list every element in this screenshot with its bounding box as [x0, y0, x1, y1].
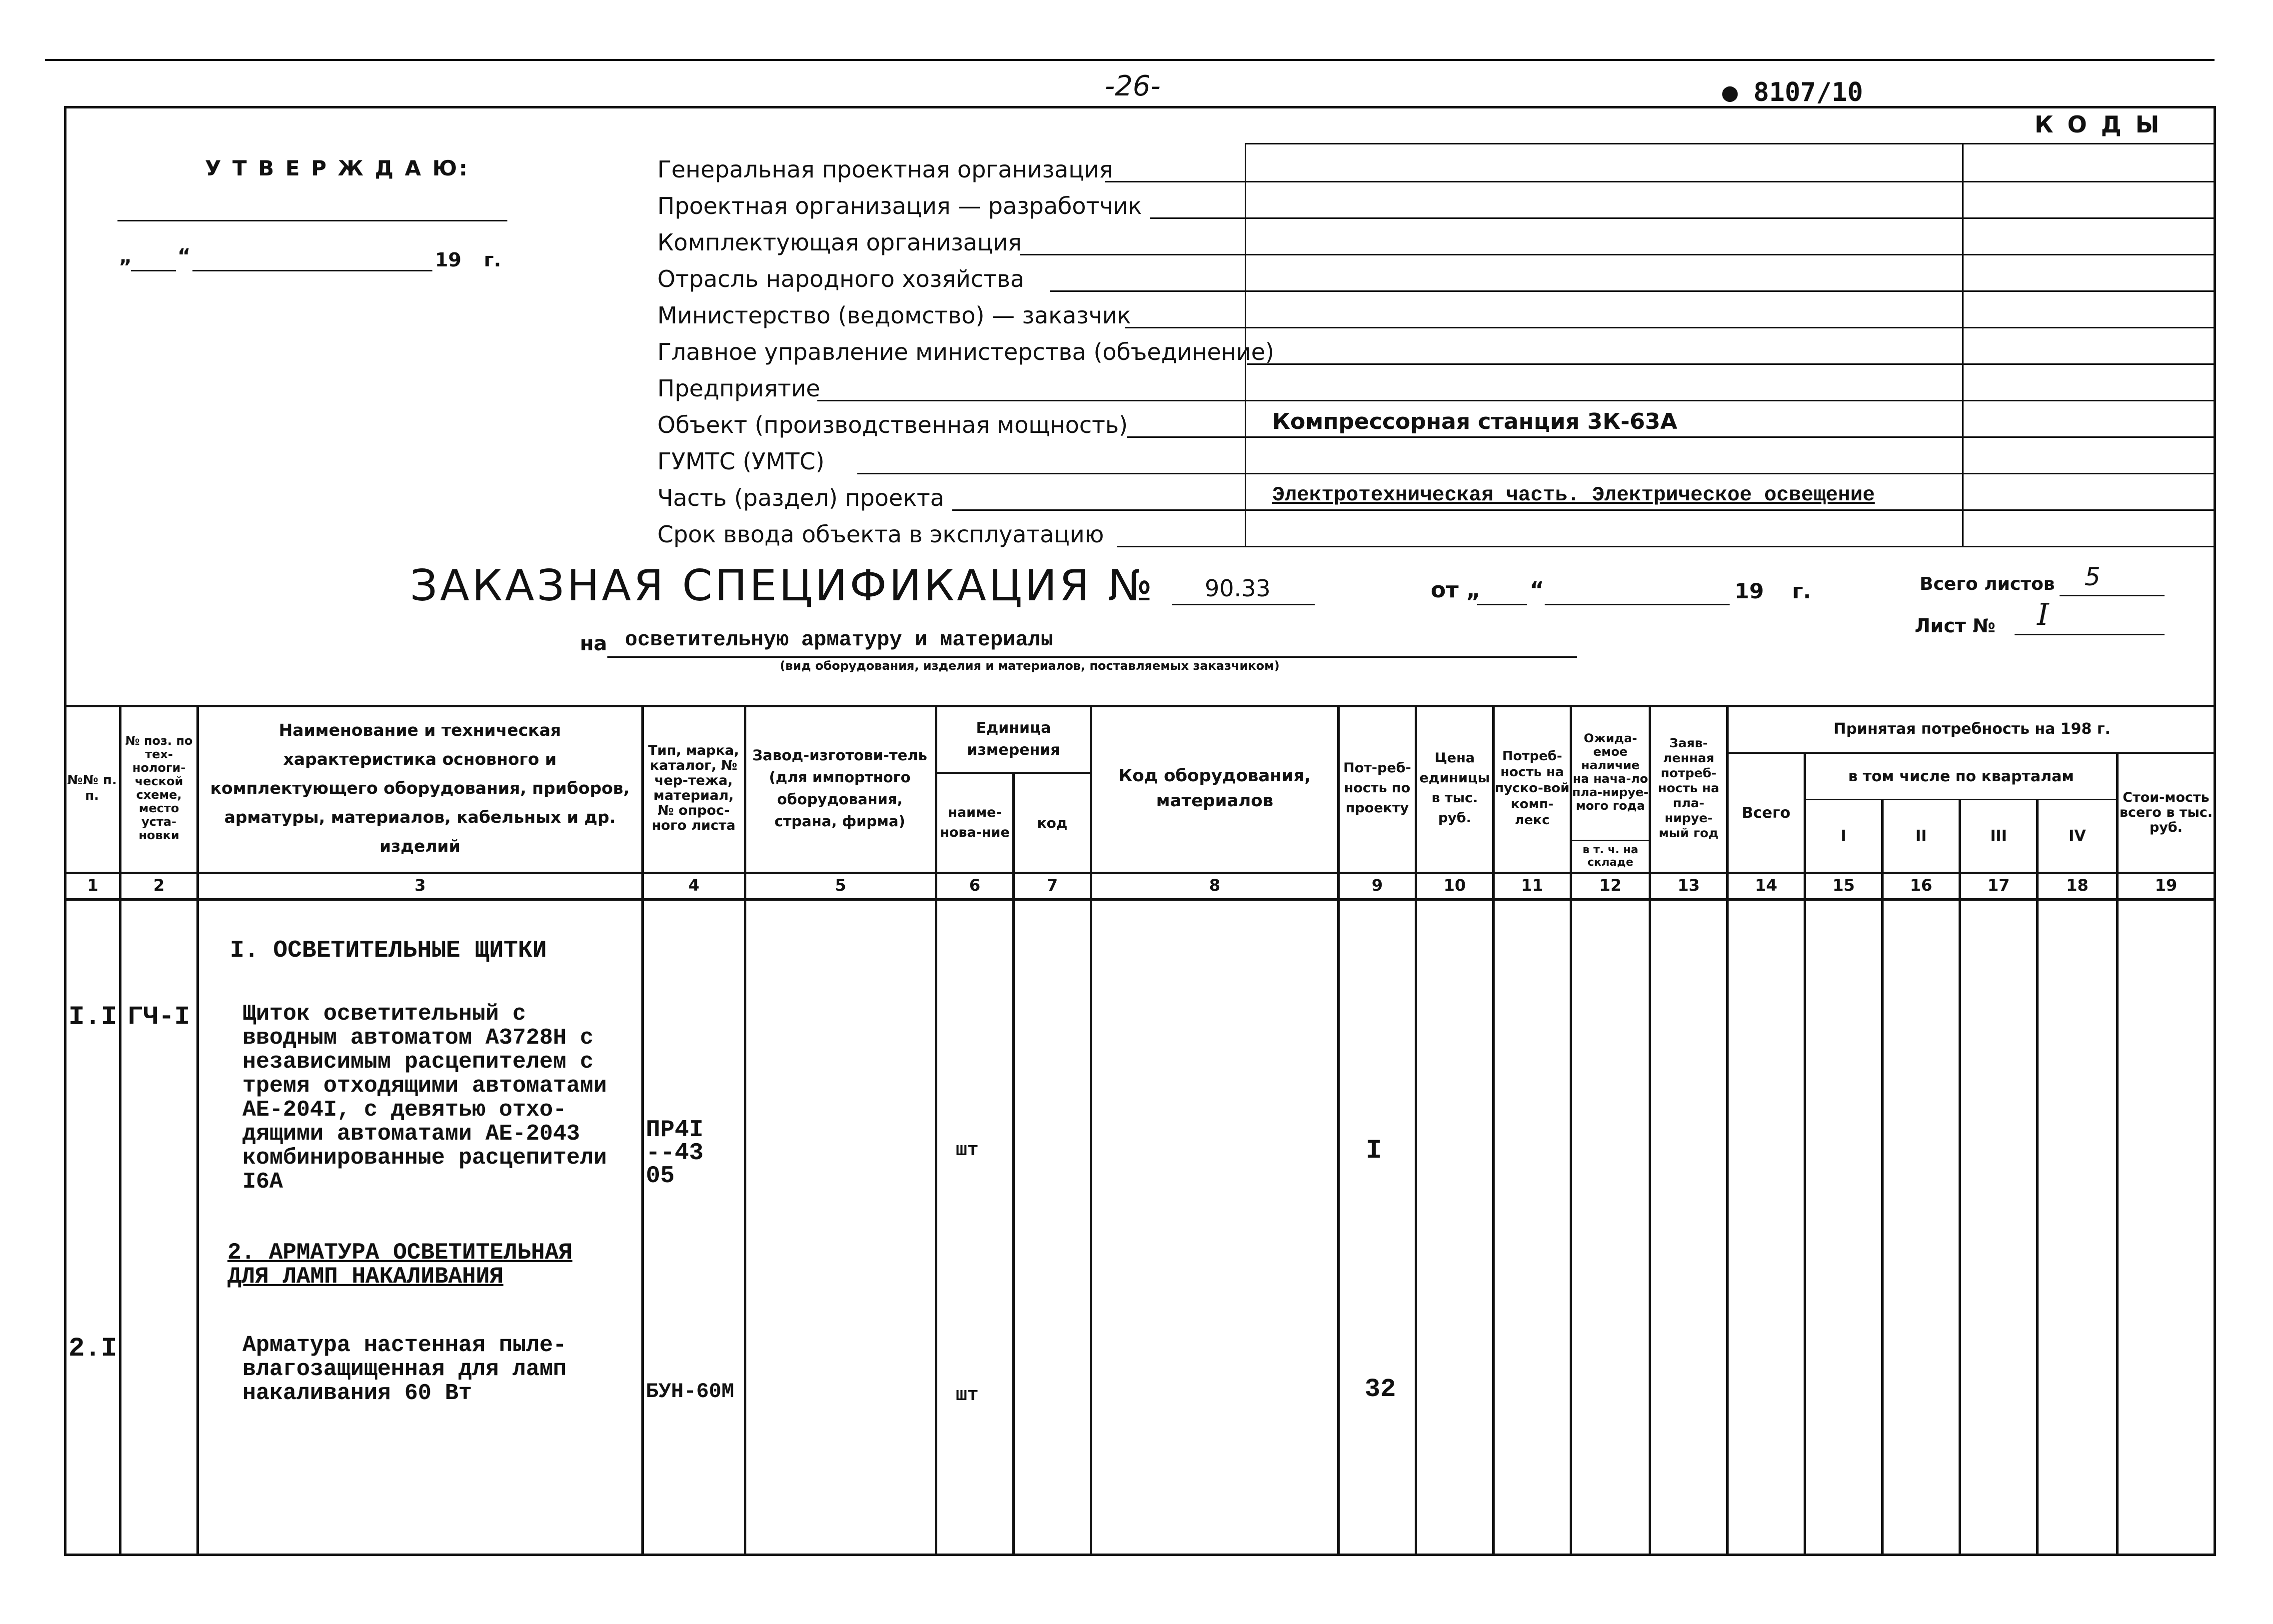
col-header-8: Код оборудования, материалов [1118, 766, 1311, 811]
org-label-main-directorate: Главное управление министерства (объединение) [657, 338, 1275, 365]
item-1-description: Щиток осветительный с вводным автоматом А3728Н с независимым расцепителем с тремя отходящими автоматами АЕ-204I, с девятью отхо-дящими автоматами АЕ-2043 комбинированные расцепители I6А [242, 1001, 607, 1195]
org-label-ministry: Министерство (ведомство) — заказчик [657, 302, 1131, 329]
item-1-quantity: I [1366, 1136, 1382, 1166]
col-header-2: № поз. по тех-нологи-ческой схеме, место уста-новки [125, 734, 193, 842]
col-header-accepted: Принятая потребность на 198 г. [1834, 720, 2111, 738]
col-header-9: Пот-реб-ность по проекту [1343, 760, 1411, 816]
org-label-enterprise: Предприятие [657, 375, 820, 402]
spec-year-letter: г. [1792, 579, 1811, 603]
codes-divider-left [1245, 143, 1246, 546]
subject-line [607, 656, 1577, 658]
approve-signature-line [117, 220, 507, 221]
col-header-12b: в т. ч. на складе [1582, 844, 1639, 869]
approve-date-close: “ [177, 245, 191, 268]
section-2-title: 2. АРМАТУРА ОСВЕТИТЕЛЬНАЯ ДЛЯ ЛАМП НАКАЛИВАНИЯ [227, 1240, 573, 1290]
frame-right [2214, 106, 2216, 1555]
table-header-bottom-rule [64, 872, 2216, 874]
col-header-17: III [1990, 827, 2007, 845]
col-number: 14 [1755, 876, 1778, 895]
org-label-developer: Проектная организация — разработчик [657, 192, 1142, 219]
top-rule [45, 59, 2215, 61]
item-1-type: ПР4I--4305 [646, 1117, 704, 1190]
col-line-16 [1959, 799, 1961, 1555]
table-c12-subrule [1570, 840, 1650, 841]
org-rule-3 [1020, 254, 2215, 255]
org-rule-1 [1105, 181, 2215, 182]
col-line-2 [196, 705, 199, 1555]
spec-number: 90.33 [1205, 575, 1271, 602]
col-line-14 [1804, 752, 1806, 1555]
col-header-3: Наименование и техническая характеристика основного и комплектующего оборудования, приборов, арматуры, материалов, кабельных и др. изделий [210, 720, 630, 856]
org-label-gumts: ГУМТС (УМТС) [657, 448, 825, 475]
approve-month-line [192, 270, 432, 271]
col-number: 10 [1443, 876, 1466, 895]
subject-on: на [580, 632, 607, 655]
col-line-15 [1881, 799, 1884, 1555]
spec-date-mid: “ [1530, 577, 1544, 603]
spec-title: ЗАКАЗНАЯ СПЕЦИФИКАЦИЯ № [410, 561, 1155, 611]
col-header-14: Всего [1742, 804, 1791, 822]
col-header-10: Цена единицы в тыс. руб. [1419, 750, 1490, 826]
col-line-3 [641, 705, 644, 1555]
org-rule-2 [1150, 217, 2215, 219]
col-header-6: наиме-нова-ние [940, 805, 1010, 840]
org-label-commissioning: Срок ввода объекта в эксплуатацию [657, 521, 1104, 548]
item-1-unit: шт [956, 1140, 979, 1161]
table-colnum-rule [64, 898, 2216, 901]
approve-day-line [131, 270, 176, 271]
approve-year: 19 [435, 249, 461, 271]
org-rule-9 [857, 473, 2215, 474]
page-number: -26- [1105, 70, 1161, 102]
col-number: 7 [1046, 876, 1058, 895]
spec-month-line [1545, 604, 1730, 605]
col-number: 9 [1371, 876, 1383, 895]
item-1-position: ГЧ-I [127, 1002, 190, 1032]
org-label-industry: Отрасль народного хозяйства [657, 265, 1025, 292]
total-sheets-value: 5 [2085, 562, 2101, 591]
sheet-value: I [2037, 597, 2049, 632]
item-1-number: I.I [68, 1002, 117, 1033]
codes-header: К О Д Ы [2035, 111, 2163, 138]
col-number: 8 [1209, 876, 1221, 895]
col-number: 5 [835, 876, 846, 895]
part-value: Электротехническая часть. Электрическое освещение [1272, 484, 1875, 507]
section-1-title: I. ОСВЕТИТЕЛЬНЫЕ ЩИТКИ [230, 937, 547, 964]
col-header-19: Стои-мость всего в тыс. руб. [2119, 790, 2213, 835]
codes-divider-right [1962, 143, 1964, 546]
approve-title: У Т В Е Р Ж Д А Ю: [205, 156, 469, 180]
org-rule-6 [1247, 363, 2215, 365]
document-code [1722, 77, 1863, 107]
col-header-12: Ожида-емое наличие на нача-ло пла-нируе-мого года [1572, 731, 1649, 813]
org-label-part: Часть (раздел) проекта [657, 484, 944, 511]
sheet-label: Лист № [1915, 615, 1996, 637]
org-rule-7 [817, 400, 2215, 401]
frame-top [64, 106, 2215, 108]
col-number: 16 [1910, 876, 1933, 895]
col-header-quarters: в том числе по кварталам [1848, 767, 2074, 785]
object-value: Компрессорная станция 3К-63А [1272, 409, 1678, 434]
subject-caption: (вид оборудования, изделия и материалов, поставляемых заказчиком) [780, 659, 1280, 673]
item-2-description: Арматура настенная пыле-влагозащищенная для ламп накаливания 60 Вт [242, 1333, 567, 1406]
col-header-4: Тип, марка, каталог, № чер-тежа, материал, № опрос-ного листа [648, 743, 739, 833]
codes-header-rule [1245, 143, 2215, 144]
spec-number-line [1172, 604, 1315, 605]
col-line-7 [1090, 705, 1092, 1555]
col-header-1: №№ п. п. [67, 773, 117, 803]
item-2-unit: шт [956, 1385, 979, 1406]
sheet-line [2015, 634, 2165, 635]
col-header-16: II [1915, 827, 1927, 845]
col-line-4 [744, 705, 746, 1555]
col-header-unit: Единица измерения [967, 719, 1060, 759]
col-number: 18 [2066, 876, 2089, 895]
col-header-13: Заяв-ленная потреб-ность на пла-нируе-мый год [1658, 736, 1720, 840]
approve-date-open: „ [119, 245, 132, 268]
item-2-type: БУН-60М [646, 1380, 734, 1404]
frame-bottom [64, 1554, 2216, 1556]
org-label-complete: Комплектующая организация [657, 229, 1022, 256]
col-header-11: Потреб-ность на пуско-вой комп-лекс [1495, 749, 1570, 828]
approve-year-letter: г. [484, 249, 501, 271]
col-number: 11 [1521, 876, 1544, 895]
org-rule-8 [1127, 436, 2215, 438]
item-2-quantity: 32 [1365, 1375, 1396, 1404]
spec-day-line [1477, 604, 1527, 605]
col-number: 4 [688, 876, 700, 895]
col-line-18 [2116, 752, 2119, 1555]
col-number: 17 [1987, 876, 2010, 895]
org-rule-11 [1117, 546, 2215, 547]
col-number: 15 [1832, 876, 1855, 895]
col-header-7: код [1037, 814, 1068, 831]
col-number: 1 [87, 876, 98, 895]
spec-year: 19 [1735, 579, 1764, 603]
bullet-icon: ● [1722, 77, 1738, 107]
col-header-18: IV [2069, 827, 2086, 845]
col-number: 6 [969, 876, 981, 895]
col-header-15: I [1841, 827, 1847, 845]
table-accepted-subrule [1727, 752, 2215, 754]
col-number: 3 [414, 876, 426, 895]
col-number: 13 [1677, 876, 1700, 895]
col-number: 2 [153, 876, 165, 895]
col-number: 19 [2155, 876, 2178, 895]
total-sheets-label: Всего листов [1920, 574, 2055, 594]
org-rule-4 [1050, 290, 2215, 292]
col-line-17 [2036, 799, 2039, 1555]
item-2-number: 2.I [68, 1334, 117, 1364]
org-rule-5 [1125, 327, 2215, 328]
document-code-value: 8107/10 [1753, 77, 1863, 107]
subject-value: осветительную арматуру и материалы [625, 628, 1053, 652]
org-label-general: Генеральная проектная организация [657, 156, 1113, 183]
org-rule-10 [952, 509, 2215, 511]
col-number: 12 [1599, 876, 1622, 895]
total-sheets-line [2060, 595, 2165, 596]
col-header-5: Завод-изготови-тель (для импортного оборудования, страна, фирма) [752, 747, 927, 830]
spec-date-prefix: от „ [1431, 577, 1481, 603]
org-label-object: Объект (производственная мощность) [657, 411, 1128, 438]
